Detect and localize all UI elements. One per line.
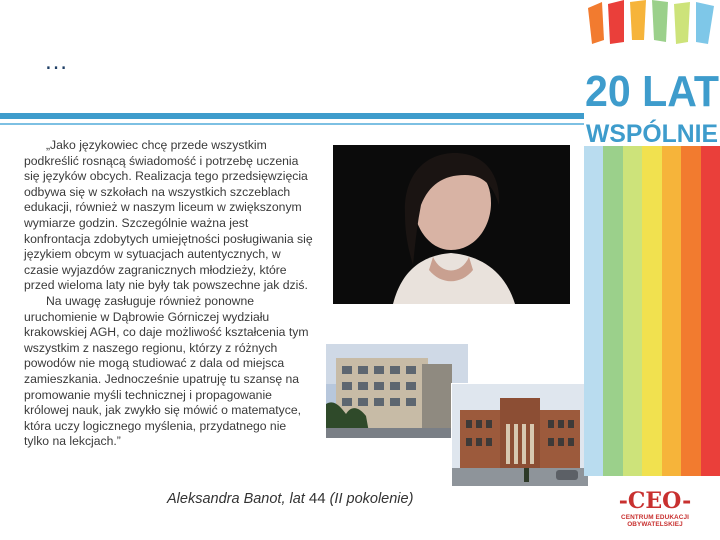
- caption-generation: (II pokolenie): [325, 491, 414, 507]
- portrait-photo: [333, 145, 570, 304]
- caption-age: 44: [308, 490, 326, 507]
- ceo-logo-text: -CEO-: [618, 488, 692, 514]
- stripe: [642, 146, 661, 476]
- stripe: [681, 146, 700, 476]
- quote-paragraph-2: Na uwagę zasługuje również ponowne uruchomienie w Dąbrowie Górniczej wydziału krakowskiej AGH, co daje możliwość kształcenia tym wszystkim z naszego regionu, którzy z różnych powodów nie mogą studiować z dala od miejsca zamieszkania. Jednocześnie upatruję tu szansę na promowanie myśli technicznej i propagowanie królowej nauk, jak zwykło się mówić o matematyce, która uczy logicznego myślenia, przydatnego nie tylko na lekcjach.”: [24, 293, 309, 449]
- stripe: [584, 146, 603, 476]
- ceo-logo-subtitle: CENTRUM EDUKACJI OBYWATELSKIEJ: [621, 514, 689, 528]
- stripe: [603, 146, 622, 476]
- stripe: [701, 146, 720, 476]
- stripe: [623, 146, 642, 476]
- quote-text: [24, 138, 314, 450]
- building-photo-2: [451, 383, 589, 487]
- quote-paragraph-1: „Jako językowiec chcę przede wszystkim podkreślić rosnącą świadomość i potrzebę uczenia się języków obcych. Realizacja tego przedsięwzięcia odbywa się w szkołach na wszystkich szczeblach edukacji, również w naszym liceum w zwiększonym wymiarze godzin. Szczególnie ważna jest konfrontacja zdobytych umiejętności posługiwania się językiem obcym w sytuacjach autentycznych, w czasie wyjazdów zagranicznych młodzieży, które przed wieloma laty nie były tak powszechne jak dziś.: [24, 138, 313, 293]
- caption-name: Aleksandra Banot, lat: [167, 491, 309, 507]
- slide-title: …: [44, 48, 69, 75]
- quote-author-caption: [167, 490, 413, 507]
- stripe: [662, 146, 681, 476]
- building-photo-1: [326, 344, 468, 438]
- title-divider-thin: [0, 123, 585, 125]
- ceo-logo: [596, 488, 714, 532]
- title-divider-thick: [0, 113, 585, 119]
- logo-line-2: WSPÓLNIE: [586, 120, 720, 146]
- anniversary-logo: [584, 0, 720, 146]
- color-stripes-decoration: [584, 146, 720, 476]
- logo-line-1: 20 LAT: [585, 67, 720, 116]
